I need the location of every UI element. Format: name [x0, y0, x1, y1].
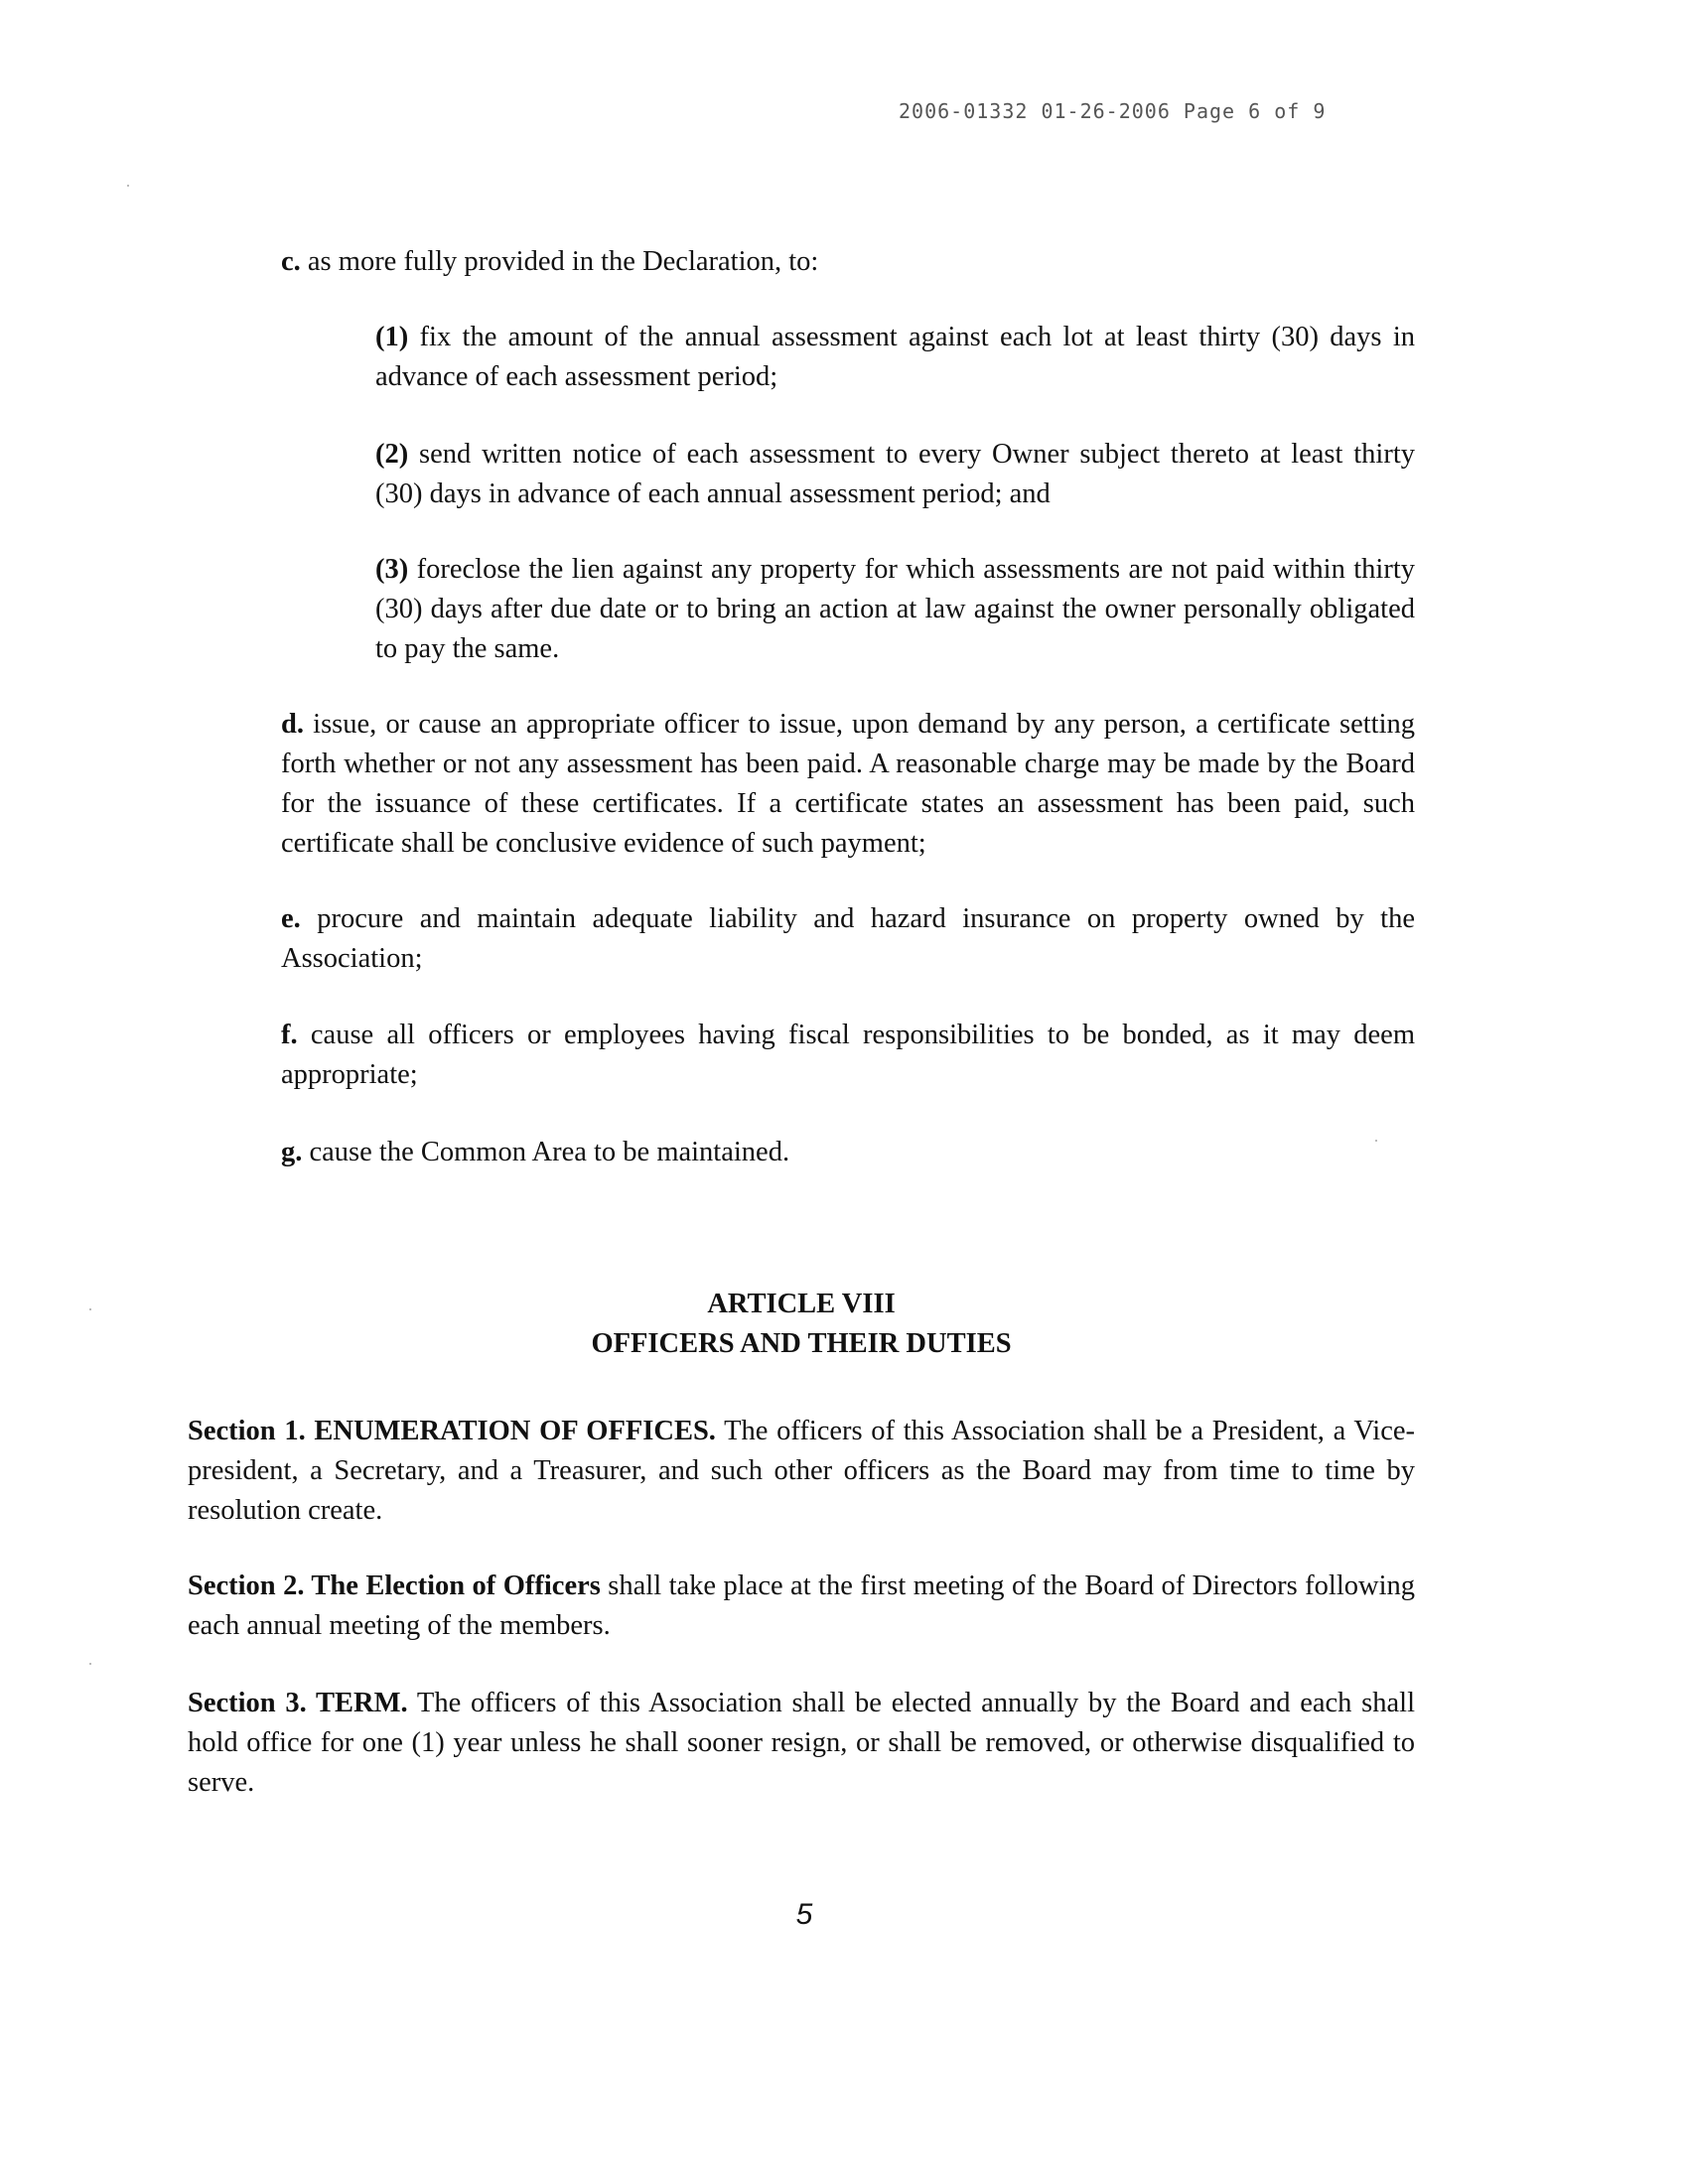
item-g-label: g.: [281, 1137, 303, 1167]
item-d-text: issue, or cause an appropriate officer to issue, upon demand by any person, a certificate setting forth whether or not any assessment has been paid. A reasonable charge may be made by the Board for the issuance of these certificates. If a certificate states an assessment has been paid, such certificate shall be conclusive evidence of such payment;: [281, 709, 1415, 859]
item-g: [281, 1133, 1415, 1172]
item-f: [281, 1016, 1415, 1095]
scan-speck: [89, 1663, 91, 1665]
scan-speck: [1375, 1140, 1377, 1142]
item-g-text: cause the Common Area to be maintained.: [302, 1137, 790, 1167]
section-3: [188, 1684, 1415, 1803]
item-d-label: d.: [281, 709, 304, 740]
item-f-label: f.: [281, 1020, 298, 1050]
item-c2-label: (2): [375, 439, 409, 470]
item-f-text: cause all officers or employees having fiscal responsibilities to be bonded, as it may deem appropriate;: [281, 1020, 1415, 1090]
page-number: 5: [795, 1898, 813, 1931]
item-c3: [375, 550, 1415, 669]
item-c2-text: send written notice of each assessment to every Owner subject thereto at least thirty (30) days in advance of each annual assessment period; and: [375, 439, 1415, 509]
section-2: [188, 1567, 1415, 1646]
article-number: ARTICLE VIII: [707, 1289, 896, 1319]
item-c1-text: fix the amount of the annual assessment against each lot at least thirty (30) days in advance of each assessment period;: [375, 322, 1415, 392]
item-d: [281, 705, 1415, 864]
item-c3-label: (3): [375, 554, 409, 585]
item-c-text: as more fully provided in the Declaration, to:: [300, 246, 819, 277]
item-e: [281, 899, 1415, 979]
section-1: [188, 1412, 1415, 1531]
section-1-text: The officers of this Association shall be a President, a Vice-president, a Secretary, and a Treasurer, and such other officers as the Board may from time to time by resolution create.: [188, 1416, 1415, 1526]
item-c2: [375, 435, 1415, 514]
scan-speck: [127, 185, 129, 187]
item-e-text: procure and maintain adequate liability and hazard insurance on property owned by the Association;: [281, 903, 1415, 974]
item-c1-label: (1): [375, 322, 409, 352]
section-2-label: Section 2. The Election of Officers: [188, 1570, 601, 1601]
item-c3-text: foreclose the lien against any property for which assessments are not paid within thirty (30) days after due date or to bring an action at law against the owner personally obligated to pay the same.: [375, 554, 1415, 664]
item-c-label: c.: [281, 246, 301, 277]
section-3-text: The officers of this Association shall be elected annually by the Board and each shall hold office for one (1) year unless he shall sooner resign, or shall be removed, or otherwise disqualified to serve.: [188, 1688, 1415, 1798]
item-c1: [375, 318, 1415, 397]
item-c: [281, 242, 1415, 282]
section-2-text: shall take place at the first meeting of the Board of Directors following each annual meeting of the members.: [188, 1570, 1415, 1641]
section-3-label: Section 3. TERM.: [188, 1688, 408, 1718]
recording-stamp: 2006-01332 01-26-2006 Page 6 of 9: [899, 99, 1327, 123]
item-e-label: e.: [281, 903, 301, 934]
article-title: OFFICERS AND THEIR DUTIES: [591, 1328, 1012, 1359]
section-1-label: Section 1. ENUMERATION OF OFFICES.: [188, 1416, 716, 1446]
scan-speck: [89, 1308, 91, 1310]
